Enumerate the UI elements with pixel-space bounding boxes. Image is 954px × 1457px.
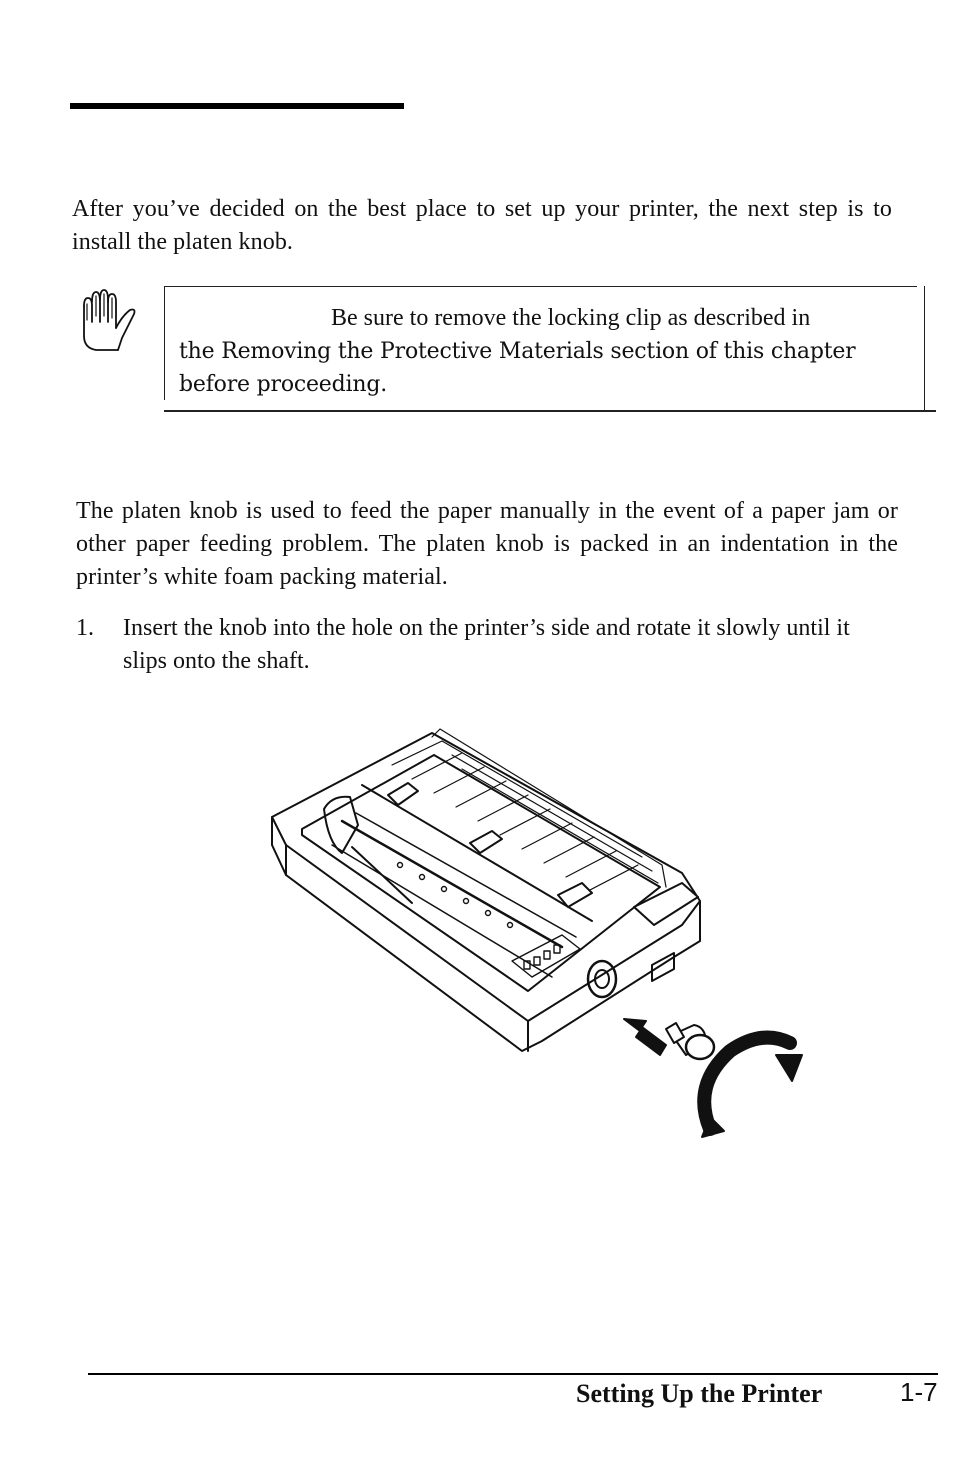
note-border-top: [164, 286, 917, 287]
step-number: 1.: [76, 615, 94, 641]
note-border-bottom: [164, 410, 936, 412]
footer-section-title: Setting Up the Printer: [576, 1379, 823, 1408]
printer-illustration: [262, 725, 807, 1140]
note-border-right: [924, 286, 925, 410]
step-text: Insert the knob into the hole on the printer’s side and rotate it slowly until it slips onto the shaft.: [123, 615, 850, 674]
footer-rule: [88, 1373, 938, 1375]
caution-note: [164, 286, 924, 410]
note-text: [179, 302, 901, 401]
section-rule-top: [70, 103, 404, 109]
intro-paragraph: After you’ve decided on the best place to set up your printer, the next step is to install the platen knob.: [72, 196, 892, 255]
note-border-left: [164, 286, 165, 400]
note-lead: Be sure to remove the locking clip as described in: [331, 305, 811, 331]
note-rest: the Removing the Protective Materials section of this chapter before proceeding.: [179, 339, 856, 397]
page-number: 1-7: [900, 1377, 938, 1407]
platen-knob-paragraph: The platen knob is used to feed the paper manually in the event of a paper jam or other paper feeding problem. The platen knob is packed in an indentation in the printer’s white foam packing material.: [76, 498, 898, 590]
hand-icon: [78, 286, 140, 356]
